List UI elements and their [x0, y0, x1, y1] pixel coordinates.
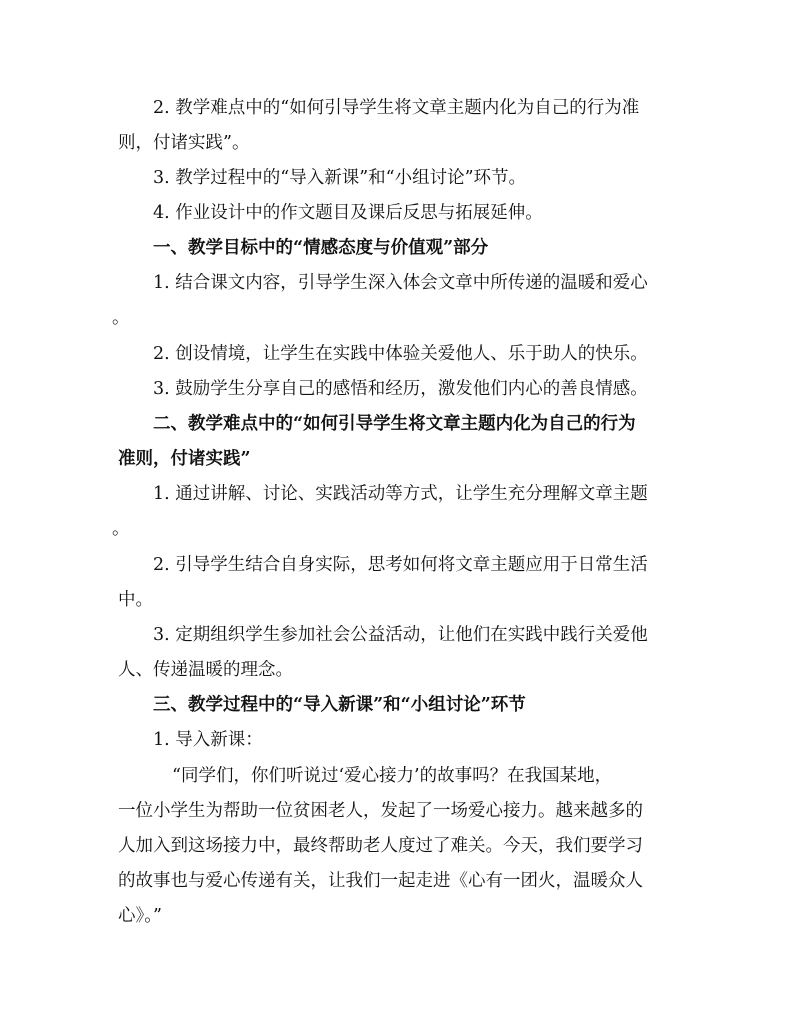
doc-line: 2. 引导学生结合自身实际，思考如何将文章主题应用于日常生活	[153, 555, 648, 575]
doc-line: 2. 教学难点中的“如何引导学生将文章主题内化为自己的行为准	[153, 98, 640, 118]
doc-line: 2. 创设情境，让学生在实践中体验关爱他人、乐于助人的快乐。	[153, 344, 648, 364]
section-heading-2: 二、教学难点中的“如何引导学生将文章主题内化为自己的行为	[153, 414, 636, 434]
doc-line: 一位小学生为帮助一位贫困老人，发起了一场爱心接力。越来越多的	[118, 801, 643, 821]
doc-line: 心》。”	[118, 906, 162, 926]
doc-line: 。	[112, 519, 130, 539]
doc-line: 3. 教学过程中的“导入新课”和“小组讨论”环节。	[153, 168, 527, 188]
section-heading-2-cont: 准则，付诸实践”	[118, 449, 251, 469]
doc-line: 3. 定期组织学生参加社会公益活动，让他们在实践中践行关爱他	[153, 625, 648, 645]
doc-line: 中。	[118, 590, 153, 610]
doc-line: 则，付诸实践”。	[118, 133, 250, 153]
doc-line: 人加入到这场接力中，最终帮助老人度过了难关。今天，我们要学习	[118, 836, 643, 856]
doc-line: 4. 作业设计中的作文题目及课后反思与拓展延伸。	[153, 203, 543, 223]
section-heading-1: 一、教学目标中的“情感态度与价值观”部分	[153, 238, 489, 258]
doc-line: 3. 鼓励学生分享自己的感悟和经历，激发他们内心的善良情感。	[153, 379, 648, 399]
doc-line: 的故事也与爱心传递有关，让我们一起走进《心有一团火，温暖众人	[118, 871, 643, 891]
doc-line: 1. 通过讲解、讨论、实践活动等方式，让学生充分理解文章主题	[153, 484, 648, 504]
doc-line: “同学们，你们听说过‘爱心接力’的故事吗？在我国某地，	[172, 766, 613, 786]
section-heading-3: 三、教学过程中的“导入新课”和“小组讨论”环节	[153, 695, 526, 715]
doc-line: 1. 导入新课：	[153, 730, 263, 750]
doc-line: 1. 结合课文内容，引导学生深入体会文章中所传递的温暖和爱心	[153, 273, 648, 293]
doc-line: 人、传递温暖的理念。	[118, 660, 293, 680]
doc-line: 。	[112, 308, 130, 328]
